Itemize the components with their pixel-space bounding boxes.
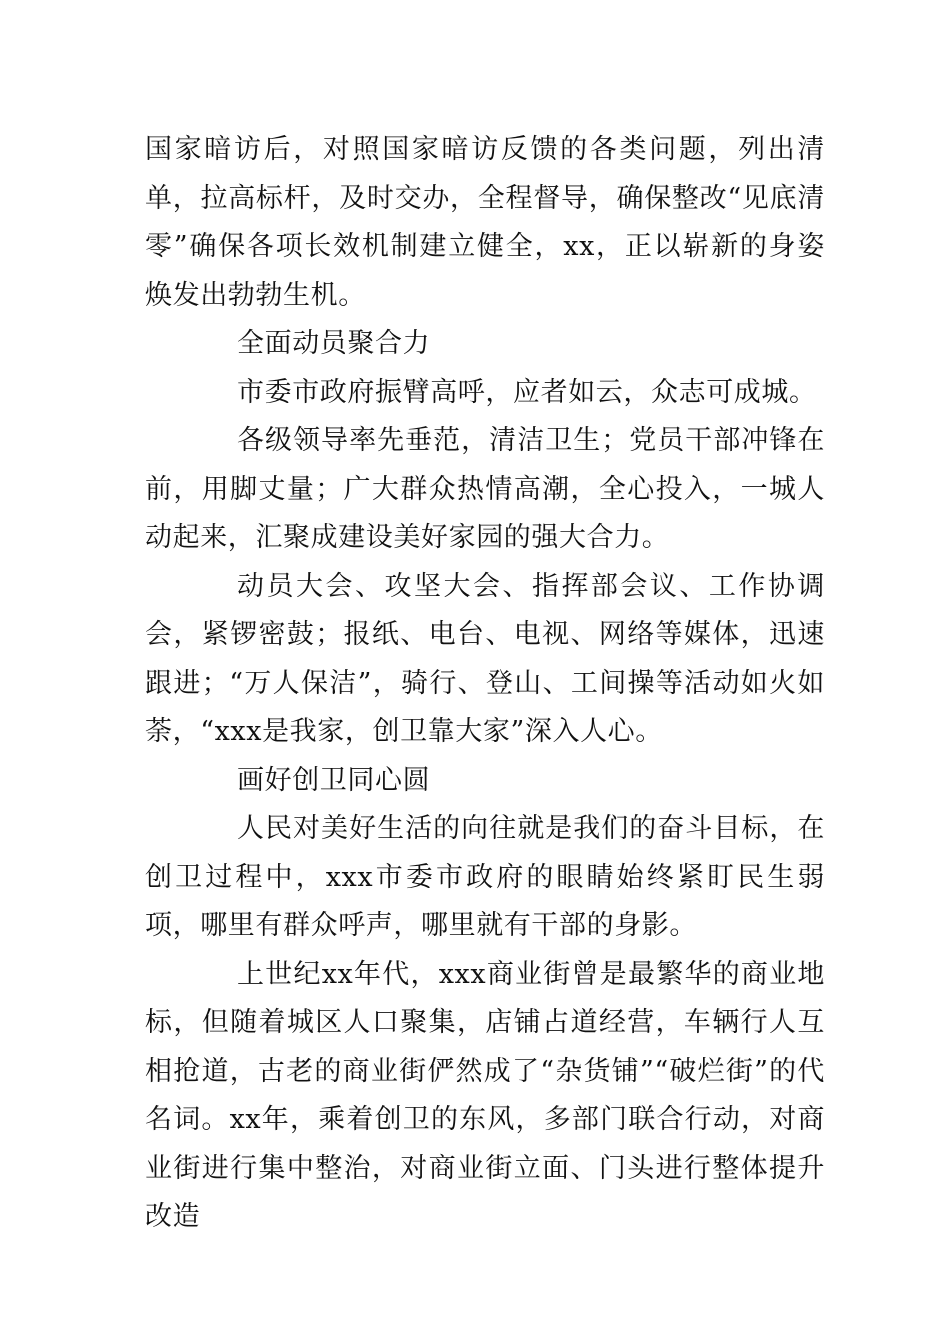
paragraph-continuation: 国家暗访后，对照国家暗访反馈的各类问题，列出清单，拉高标杆，及时交办，全程督导，确保整改“见底清零”确保各项长效机制建立健全，xx，正以崭新的身姿焕发出勃勃生机。 [145,134,825,311]
paragraph: 上世纪xx年代，xxx商业街曾是最繁华的商业地标，但随着城区人口聚集，店铺占道经营，车辆行人互相抢道，古老的商业街俨然成了“杂货铺”“破烂街”的代名词。xx年，乘着创卫的东风，多部门联合行动，对商业街进行集中整治，对商业街立面、门头进行整体提升改造 [145,958,825,1232]
document-body [145,126,825,1242]
section-heading-concentric-circle: 画好创卫同心圆 [237,764,431,796]
paragraph: 动员大会、攻坚大会、指挥部会议、工作协调会，紧锣密鼓；报纸、电台、电视、网络等媒体，迅速跟进；“万人保洁”，骑行、登山、工间操等活动如火如荼，“xxx是我家，创卫靠大家”深入人心。 [145,570,825,747]
section-heading-mobilization: 全面动员聚合力 [237,328,431,359]
paragraph: 人民对美好生活的向往就是我们的奋斗目标，在创卫过程中，xxx市委市政府的眼睛始终紧盯民生弱项，哪里有群众呼声，哪里就有干部的身影。 [145,813,825,941]
paragraph: 各级领导率先垂范，清洁卫生；党员干部冲锋在前，用脚丈量；广大群众热情高潮，全心投入，一城人动起来，汇聚成建设美好家园的强大合力。 [145,425,825,553]
paragraph: 市委市政府振臂高呼，应者如云，众志可成城。 [237,376,817,408]
